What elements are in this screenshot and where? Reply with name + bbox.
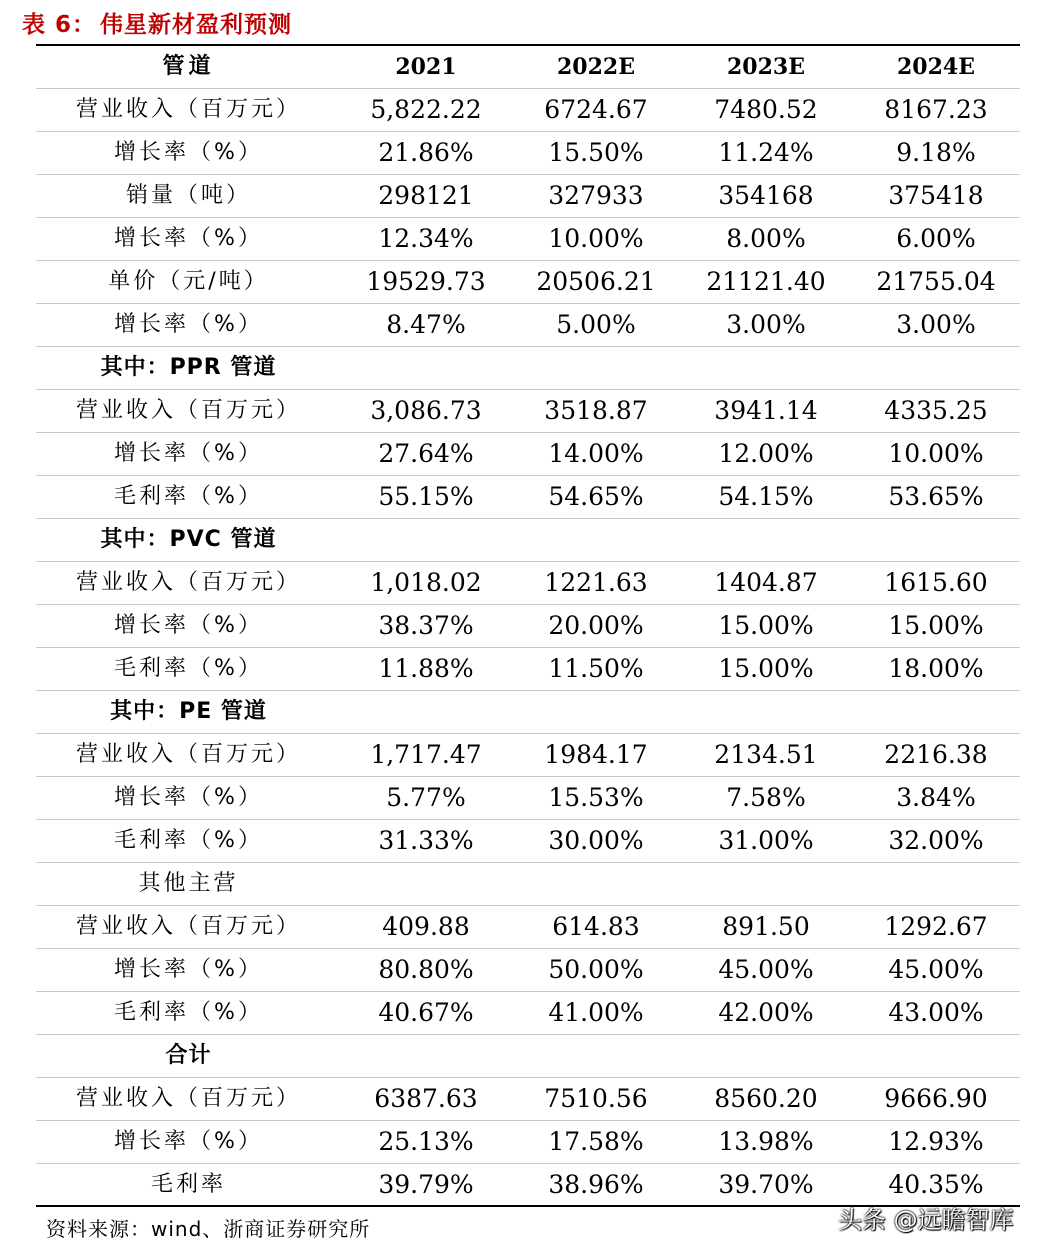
- table-row: [36, 390, 1020, 433]
- value-cell: 50.00%: [548, 955, 644, 984]
- value-cell: [341, 347, 511, 389]
- header-cell: 管道: [162, 54, 215, 79]
- table-row: [36, 89, 1020, 132]
- value-cell: 11.24%: [718, 138, 814, 167]
- value-cell: 4335.25: [884, 396, 988, 425]
- value-cell: [851, 519, 1021, 561]
- value-cell: 15.00%: [718, 611, 814, 640]
- value-cell: 7.58%: [726, 783, 806, 812]
- value-cell: 54.65%: [548, 482, 644, 511]
- value-cell: 40.67%: [378, 998, 474, 1027]
- row-label: 营业收入（百万元）: [75, 742, 301, 767]
- value-cell: 15.00%: [888, 611, 984, 640]
- table-row: [36, 906, 1020, 949]
- value-cell: 19529.73: [366, 267, 486, 296]
- value-cell: 42.00%: [718, 998, 814, 1027]
- value-cell: [851, 347, 1021, 389]
- table-row: [36, 476, 1020, 519]
- row-label: 增长率（%）: [114, 226, 263, 251]
- value-cell: 45.00%: [718, 955, 814, 984]
- value-cell: 40.35%: [888, 1170, 984, 1199]
- value-cell: 31.33%: [378, 826, 474, 855]
- table-row: [36, 1078, 1020, 1121]
- row-label: 其中：PE 管道: [110, 699, 267, 724]
- value-cell: 41.00%: [548, 998, 644, 1027]
- row-label: 营业收入（百万元）: [75, 1086, 301, 1111]
- value-cell: 409.88: [382, 912, 470, 941]
- value-cell: 3.84%: [896, 783, 976, 812]
- value-cell: 1292.67: [884, 912, 988, 941]
- value-cell: [341, 1035, 511, 1077]
- value-cell: 12.00%: [718, 439, 814, 468]
- value-cell: 55.15%: [378, 482, 474, 511]
- header-cell: 2024E: [897, 54, 975, 80]
- value-cell: 3941.14: [714, 396, 818, 425]
- value-cell: 1984.17: [544, 740, 648, 769]
- section-row: [36, 691, 1020, 734]
- value-cell: 614.83: [552, 912, 640, 941]
- source-note: 资料来源：wind、浙商证券研究所: [46, 1217, 371, 1241]
- value-cell: 80.80%: [378, 955, 474, 984]
- value-cell: 9.18%: [896, 138, 976, 167]
- value-cell: 54.15%: [718, 482, 814, 511]
- value-cell: 6.00%: [896, 224, 976, 253]
- row-label: 增长率（%）: [114, 613, 263, 638]
- value-cell: [511, 519, 681, 561]
- value-cell: 3.00%: [896, 310, 976, 339]
- value-cell: 11.50%: [548, 654, 644, 683]
- value-cell: 12.34%: [378, 224, 474, 253]
- value-cell: 30.00%: [548, 826, 644, 855]
- table-header-row: [36, 46, 1020, 89]
- value-cell: 3.00%: [726, 310, 806, 339]
- value-cell: [681, 519, 851, 561]
- value-cell: 25.13%: [378, 1127, 474, 1156]
- value-cell: 6724.67: [544, 95, 648, 124]
- table-row: [36, 261, 1020, 304]
- value-cell: 15.53%: [548, 783, 644, 812]
- value-cell: [511, 347, 681, 389]
- value-cell: 43.00%: [888, 998, 984, 1027]
- value-cell: [681, 347, 851, 389]
- row-label: 毛利率（%）: [114, 1000, 263, 1025]
- row-label: 其中：PVC 管道: [100, 527, 277, 552]
- row-label: 增长率（%）: [114, 312, 263, 337]
- table-row: [36, 992, 1020, 1035]
- value-cell: 18.00%: [888, 654, 984, 683]
- row-label: 毛利率（%）: [114, 828, 263, 853]
- value-cell: 891.50: [722, 912, 810, 941]
- value-cell: 38.96%: [548, 1170, 644, 1199]
- table-row: [36, 605, 1020, 648]
- table-row: [36, 218, 1020, 261]
- value-cell: 17.58%: [548, 1127, 644, 1156]
- table-row: [36, 562, 1020, 605]
- value-cell: 21121.40: [706, 267, 826, 296]
- section-row: [36, 347, 1020, 390]
- row-label: 其他主营: [138, 871, 239, 896]
- header-cell: 2022E: [557, 54, 635, 80]
- value-cell: 39.70%: [718, 1170, 814, 1199]
- caption-title: 伟星新材盈利预测: [100, 12, 293, 38]
- header-cell: 2021: [395, 54, 457, 80]
- row-label: 毛利率（%）: [114, 484, 263, 509]
- value-cell: 1404.87: [714, 568, 818, 597]
- row-label: 合计: [165, 1043, 212, 1068]
- table-row: [36, 734, 1020, 777]
- table-row: [36, 175, 1020, 218]
- value-cell: 31.00%: [718, 826, 814, 855]
- table-row: [36, 648, 1020, 691]
- row-label: 增长率（%）: [114, 140, 263, 165]
- value-cell: [511, 863, 681, 905]
- table-row: [36, 820, 1020, 863]
- value-cell: 5.00%: [556, 310, 636, 339]
- row-label: 增长率（%）: [114, 785, 263, 810]
- value-cell: 7510.56: [544, 1084, 648, 1113]
- table-row: [36, 304, 1020, 347]
- value-cell: 8560.20: [714, 1084, 818, 1113]
- value-cell: 21755.04: [876, 267, 996, 296]
- row-label: 增长率（%）: [114, 441, 263, 466]
- row-label: 营业收入（百万元）: [75, 398, 301, 423]
- row-label: 单价（元/吨）: [108, 269, 269, 294]
- row-label: 营业收入（百万元）: [75, 97, 301, 122]
- value-cell: 2134.51: [714, 740, 818, 769]
- value-cell: 1221.63: [544, 568, 648, 597]
- value-cell: 14.00%: [548, 439, 644, 468]
- section-row: [36, 519, 1020, 562]
- value-cell: 327933: [548, 181, 644, 210]
- value-cell: 13.98%: [718, 1127, 814, 1156]
- value-cell: 45.00%: [888, 955, 984, 984]
- value-cell: 1,717.47: [370, 740, 482, 769]
- row-label: 营业收入（百万元）: [75, 914, 301, 939]
- row-label: 毛利率: [150, 1172, 226, 1197]
- table-caption: [22, 6, 292, 39]
- value-cell: 15.50%: [548, 138, 644, 167]
- value-cell: [851, 691, 1021, 733]
- value-cell: 38.37%: [378, 611, 474, 640]
- value-cell: [851, 863, 1021, 905]
- value-cell: 12.93%: [888, 1127, 984, 1156]
- value-cell: 53.65%: [888, 482, 984, 511]
- value-cell: 8.00%: [726, 224, 806, 253]
- value-cell: 3518.87: [544, 396, 648, 425]
- caption-number: 表 6：: [22, 12, 97, 38]
- value-cell: 8.47%: [386, 310, 466, 339]
- value-cell: 7480.52: [714, 95, 818, 124]
- value-cell: [681, 691, 851, 733]
- value-cell: 1615.60: [884, 568, 988, 597]
- value-cell: 6387.63: [374, 1084, 478, 1113]
- section-row: [36, 1035, 1020, 1078]
- table-row: [36, 949, 1020, 992]
- table-row: [36, 132, 1020, 175]
- value-cell: 9666.90: [884, 1084, 988, 1113]
- row-label: 其中：PPR 管道: [100, 355, 277, 380]
- value-cell: 20506.21: [536, 267, 656, 296]
- value-cell: 20.00%: [548, 611, 644, 640]
- row-label: 销量（吨）: [125, 183, 251, 208]
- value-cell: 11.88%: [378, 654, 474, 683]
- value-cell: 5,822.22: [370, 95, 482, 124]
- value-cell: 1,018.02: [370, 568, 482, 597]
- value-cell: [851, 1035, 1021, 1077]
- header-cell: 2023E: [727, 54, 805, 80]
- row-label: 增长率（%）: [114, 1129, 263, 1154]
- value-cell: 5.77%: [386, 783, 466, 812]
- value-cell: 298121: [378, 181, 474, 210]
- value-cell: [681, 863, 851, 905]
- value-cell: 10.00%: [888, 439, 984, 468]
- row-label: 营业收入（百万元）: [75, 570, 301, 595]
- value-cell: 39.79%: [378, 1170, 474, 1199]
- value-cell: 15.00%: [718, 654, 814, 683]
- value-cell: 375418: [888, 181, 984, 210]
- table-row: [36, 433, 1020, 476]
- table-row: [36, 1121, 1020, 1164]
- value-cell: [341, 863, 511, 905]
- value-cell: 8167.23: [884, 95, 988, 124]
- row-label: 毛利率（%）: [114, 656, 263, 681]
- watermark: 头条 @远瞻智库: [838, 1206, 1014, 1234]
- value-cell: 354168: [718, 181, 814, 210]
- table-row: [36, 777, 1020, 820]
- value-cell: [511, 1035, 681, 1077]
- section-row: [36, 863, 1020, 906]
- row-label: 增长率（%）: [114, 957, 263, 982]
- value-cell: 27.64%: [378, 439, 474, 468]
- value-cell: 2216.38: [884, 740, 988, 769]
- value-cell: 21.86%: [378, 138, 474, 167]
- value-cell: [681, 1035, 851, 1077]
- value-cell: [341, 519, 511, 561]
- value-cell: [341, 691, 511, 733]
- value-cell: 10.00%: [548, 224, 644, 253]
- value-cell: [511, 691, 681, 733]
- value-cell: 32.00%: [888, 826, 984, 855]
- value-cell: 3,086.73: [370, 396, 482, 425]
